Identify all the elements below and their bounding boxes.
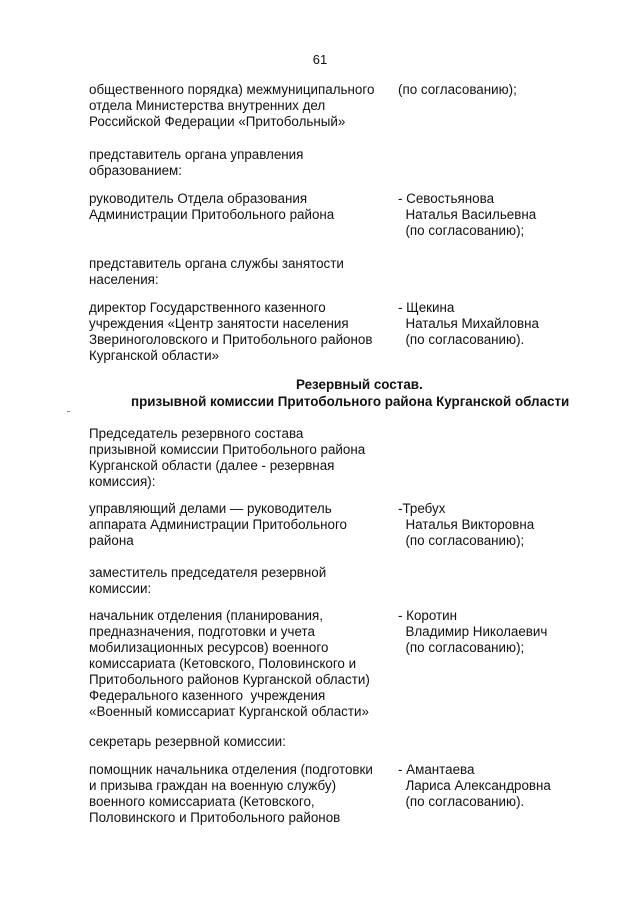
role-label-employment: представитель органа службы занятости населения: xyxy=(89,256,344,287)
member-position-chair: управляющий делами — руководитель аппарата Администрации Притобольного района xyxy=(89,501,347,548)
role-label-reserve-chair: Председатель резервного состава призывной комиссии Притобольного района Курганской области (далее - резервная комиссия): xyxy=(89,426,366,489)
member-name-trebukh: -Требух Наталья Викторовна (по согласованию); xyxy=(398,501,535,548)
member-position-education: руководитель Отдела образования Администрации Притобольного района xyxy=(89,191,335,222)
role-label-education: представитель органа управления образованием: xyxy=(89,147,304,178)
member-name-amantaeva: - Амантаева Лариса Александровна (по согласованию). xyxy=(398,762,551,809)
member-approval-police: (по согласованию); xyxy=(398,82,517,97)
page-number: 61 xyxy=(312,52,328,67)
role-label-secretary: секретарь резервной комиссии: xyxy=(89,734,286,749)
member-position-police: общественного порядка) межмуниципального отдела Министерства внутренних дел Российской Федерации «Притобольный» xyxy=(89,82,375,129)
member-name-sevostyanova: - Севостьянова Наталья Васильевна (по согласованию); xyxy=(398,191,537,238)
member-name-korotin: - Коротин Владимир Николаевич (по согласованию); xyxy=(398,608,548,655)
section-heading-line2: призывной комиссии Притобольного района Курганской области xyxy=(131,394,570,409)
scan-speck xyxy=(67,411,70,412)
member-position-secretary: помощник начальника отделения (подготовки и призыва граждан на военную службу) военного комиссариата (Кетовского, Половинского и Притобольного районов xyxy=(89,762,373,825)
member-position-employment: директор Государственного казенного учреждения «Центр занятости населения Звериноголовского и Притобольного районов Курганской области» xyxy=(89,300,373,363)
section-heading-line1: Резервный состав. xyxy=(296,377,423,392)
member-name-shchekina: - Щекина Наталья Михайловна (по согласованию). xyxy=(398,300,539,347)
role-label-deputy: заместитель председателя резервной комиссии: xyxy=(89,565,327,596)
member-position-deputy: начальник отделения (планирования, предназначения, подготовки и учета мобилизационных ресурсов) военного комиссариата (Кетовского, Половинского и Притобольного районов Курганской области) Федерального казенного учреждения «Военный комиссариат Курганской области» xyxy=(89,608,370,719)
